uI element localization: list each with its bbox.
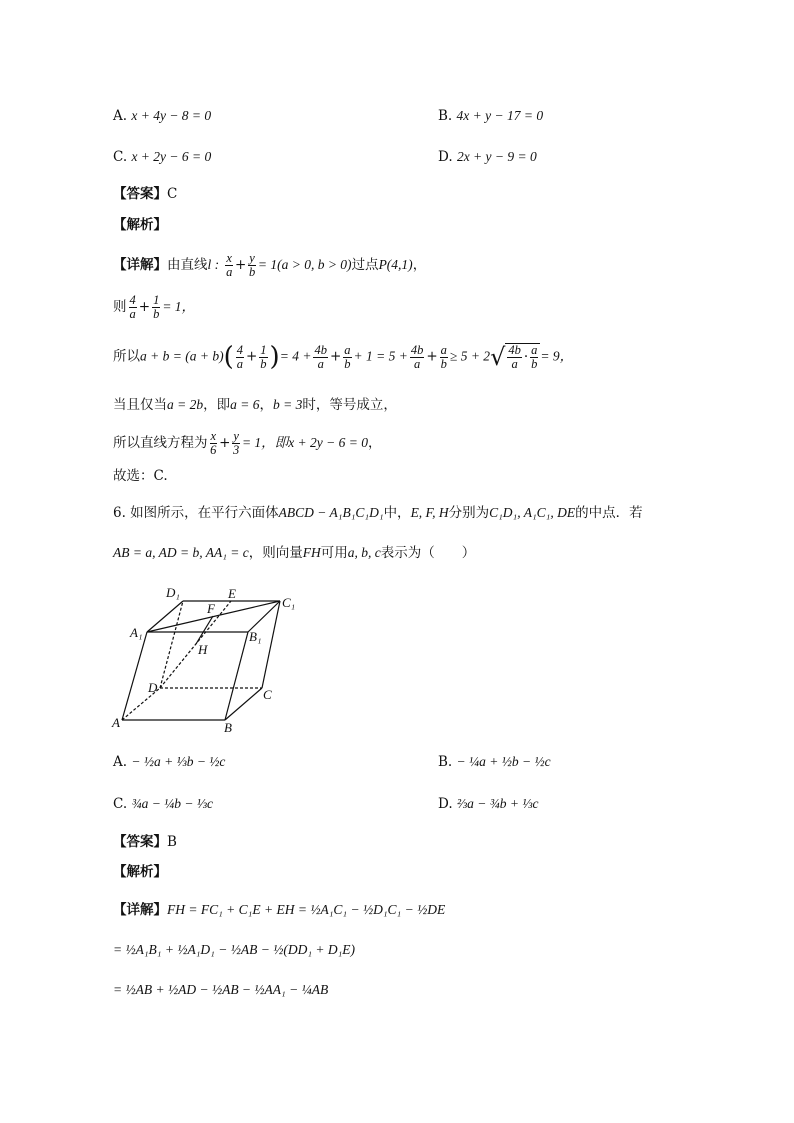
label-a: A [112, 715, 120, 730]
option-letter: D. [438, 149, 453, 165]
math: ≥ 5 + 2 [449, 348, 491, 364]
fraction-x-over-a: $\frac{x}{a}$ [226, 251, 233, 280]
option-letter: B. [438, 108, 453, 124]
q6-stem-line1 [113, 506, 643, 521]
text: 中， [383, 505, 411, 521]
text: 则 [113, 299, 127, 316]
math: = 9， [540, 348, 574, 364]
q6-option-c [113, 796, 213, 812]
math: AB = a, AD = b, AA₁ = c [113, 545, 249, 560]
fraction: $\frac{4b}{a}$ [314, 342, 327, 371]
text: 的中点．若 [575, 505, 643, 521]
detail-label: 【详解】 [113, 257, 167, 274]
math: + 1 = 5 + [353, 348, 408, 364]
text: 所以 [113, 348, 140, 365]
text: 过点 [351, 257, 379, 274]
edge-c1-c [262, 601, 280, 688]
math: E, F, H [410, 505, 449, 520]
fraction: $\frac{a}{b}$ [531, 343, 538, 372]
math: = 1，即 [241, 435, 289, 451]
option-letter: D. [438, 796, 453, 812]
text: ，即 [203, 397, 231, 413]
answer-label: 【答案】 [113, 834, 167, 850]
fraction: $\frac{a}{b}$ [344, 342, 351, 371]
edge-b-c [225, 688, 262, 720]
math: x + 2y − 6 = 0 [288, 435, 369, 451]
fraction: $\frac{4}{a}$ [236, 342, 243, 371]
label-d1: D₁ [166, 585, 180, 600]
math: a, b, c [347, 545, 381, 560]
math: b = 3 [273, 397, 303, 412]
text: 可用 [320, 545, 348, 561]
math: = ½A₁B₁ + ½A₁D₁ − ½AB − ½(DD₁ + D₁E) [113, 942, 356, 957]
text: ， [259, 397, 273, 413]
option-letter: C. [113, 149, 128, 165]
math: a = 6 [230, 397, 260, 412]
fraction-y-over-b: $\frac{y}{b}$ [248, 251, 256, 280]
option-letter: B. [438, 754, 453, 770]
edge-d-d1-hidden [160, 601, 183, 688]
math: FH = FC₁ + C₁E + EH = ½A₁C₁ − ½D₁C₁ − ½DE [167, 902, 446, 917]
math: C₁D₁, A₁C₁, DE [489, 505, 576, 520]
edge-b1-b [225, 632, 248, 720]
q5-option-a [113, 108, 211, 124]
option-text: − ¼a + ½b − ½c [456, 754, 551, 769]
text: ，则向量 [248, 545, 303, 561]
q6-solution-line2 [113, 943, 355, 958]
label-d: D [148, 680, 158, 695]
label-a1: A₁ [130, 625, 143, 640]
q6-solution-line3 [113, 983, 328, 998]
q6-stem-line2 [113, 546, 475, 561]
q5-option-d [438, 149, 537, 165]
fraction: $\frac{4b}{a}$ [508, 343, 521, 372]
edge-a1-a [122, 632, 147, 720]
q6-solution-line1 [113, 903, 445, 918]
math: = 4 + [279, 348, 312, 364]
option-text: − ½a + ⅓b − ½c [131, 754, 226, 769]
parallelepiped-figure [110, 585, 310, 735]
text: 所以直线方程为 [113, 435, 208, 452]
math: l : [207, 257, 220, 273]
fraction: $\frac{1}{b}$ [260, 342, 267, 371]
option-text: 2x + y − 9 = 0 [456, 149, 537, 164]
q5-option-b [438, 108, 543, 124]
q5-answer [113, 188, 177, 202]
q6-option-d [438, 796, 539, 812]
text: 当且仅当 [113, 397, 167, 413]
fraction-4-over-a: $\frac{4}{a}$ [129, 293, 136, 322]
q6-analysis-label: 【解析】 [113, 864, 167, 880]
fraction: $\frac{4b}{a}$ [410, 342, 424, 371]
label-c1: C₁ [282, 595, 296, 610]
q5-detail-line5: 所以直线方程为 $\frac{x}{6}$ + $\frac{y}{3}$ = 1，即x + 2y − 6 = 0， [113, 429, 382, 458]
detail-label: 【详解】 [113, 902, 167, 918]
text: 分别为 [448, 505, 490, 521]
fraction-x-over-6: $\frac{x}{6}$ [210, 429, 217, 458]
math: ABCD − A₁B₁C₁D₁ [278, 505, 384, 520]
text: ， [412, 257, 427, 274]
text: 6. 如图所示，在平行六面体 [113, 505, 279, 521]
fraction: $\frac{a}{b}$ [440, 342, 447, 371]
option-text: ¾a − ¼b − ⅓c [131, 796, 214, 811]
q5-conclusion: 故选：C. [113, 468, 168, 484]
q5-option-c [113, 149, 211, 165]
option-letter: A. [113, 108, 128, 124]
label-b1: B₁ [249, 629, 262, 644]
option-text: 4x + y − 17 = 0 [456, 108, 544, 123]
label-h: H [198, 642, 208, 657]
math: FH [302, 545, 321, 560]
label-e: E [228, 586, 236, 601]
option-letter: A. [113, 754, 128, 770]
q5-detail-line1: 【详解】由直线l : $\frac{x}{a}$ + $\frac{y}{b}$ = 1(a > 0, b > 0)过点P(4,1)， [113, 251, 427, 280]
q5-detail-line2: 则 $\frac{4}{a}$ + $\frac{1}{b}$ = 1， [113, 293, 196, 322]
math: = ½AB + ½AD − ½AB − ½AA₁ − ¼AB [113, 982, 329, 997]
text: ， [368, 435, 382, 452]
option-text: ⅔a − ¾b + ⅓c [456, 796, 539, 811]
math: a + b = (a + b) [140, 348, 224, 364]
text: 由直线 [167, 257, 208, 274]
answer-value: C [167, 186, 178, 202]
label-f: F [207, 601, 215, 616]
q6-option-b [438, 754, 551, 770]
option-text: x + 4y − 8 = 0 [131, 108, 212, 123]
text: 表示为（ ） [380, 545, 476, 561]
q5-detail-line3: 所以a + b = (a + b)( $\frac{4}{a}$ + $\frac{1}{b}$ )= 4 + $\frac{4b}{a}$ + $\frac{a}{b}$ + 1 = 5 + $\frac{4b}{a}$ + $\frac{a}{b}$ ≥ 5 + 2√ $\frac{4b}{a}$ · $\frac{a}{b}$ = 9， [113, 342, 574, 373]
segment-d-e-hidden [160, 601, 231, 688]
label-c: C [263, 687, 272, 702]
option-letter: C. [113, 796, 128, 812]
math: = 1(a > 0, b > 0) [257, 257, 352, 273]
q6-answer [113, 836, 177, 850]
answer-value: B [167, 834, 177, 850]
math: = 1， [162, 299, 196, 315]
fraction-1-over-b: $\frac{1}{b}$ [153, 293, 160, 322]
edge-c1-b1 [248, 601, 280, 632]
q5-analysis-label: 【解析】 [113, 217, 167, 233]
math: a = 2b [167, 397, 204, 412]
text: 时，等号成立， [302, 397, 397, 413]
math: P(4,1) [378, 257, 413, 273]
option-text: x + 2y − 6 = 0 [131, 149, 212, 164]
fraction-y-over-3: $\frac{y}{3}$ [233, 429, 240, 458]
label-b: B [224, 720, 232, 735]
answer-label: 【答案】 [113, 186, 167, 202]
q5-detail-line4 [113, 398, 397, 413]
q6-option-a [113, 754, 225, 770]
